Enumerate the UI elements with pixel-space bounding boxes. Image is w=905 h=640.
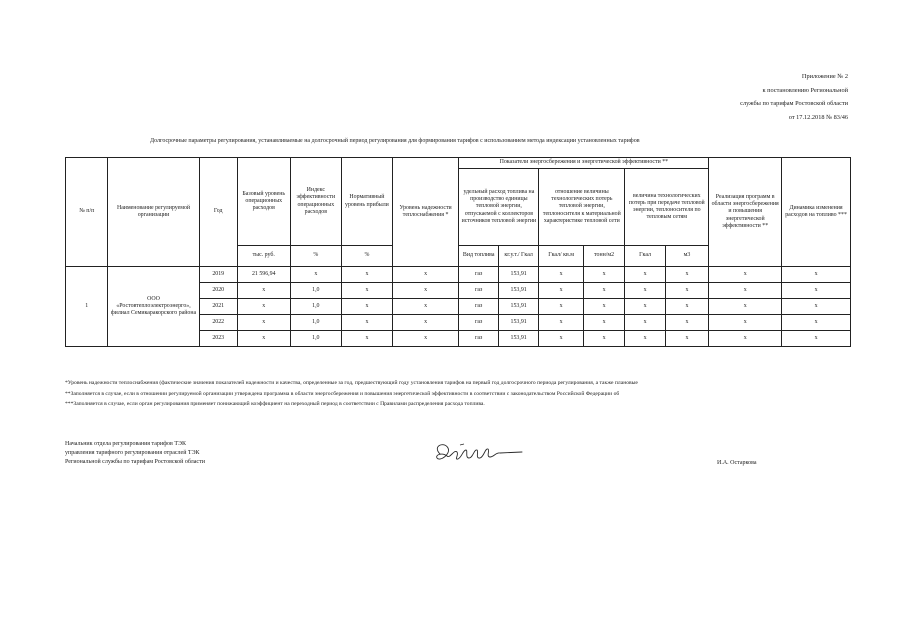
unit-loss-value-1: Гкал — [625, 246, 665, 267]
handwritten-signature — [430, 440, 525, 468]
cell-loss-value-1: х — [625, 331, 665, 347]
header-reliability: Уровень надежности теплоснабжения * — [392, 158, 459, 267]
cell-reliability: х — [392, 331, 459, 347]
cell-base-level: 21 596,94 — [237, 267, 290, 283]
header-efficiency-index: Индекс эффективности операционных расходов — [290, 158, 342, 246]
row-number-cell: 1 — [66, 267, 108, 347]
cell-efficiency-index: 1,0 — [290, 331, 342, 347]
table-row — [66, 267, 851, 283]
cell-efficiency-index: 1,0 — [290, 283, 342, 299]
header-programs: Реализация программ в области энергосбережения и повышения энергетической эффективности ** — [709, 158, 782, 267]
appendix-line-1: Приложение № 2 — [801, 73, 848, 80]
cell-loss-value-1: х — [625, 299, 665, 315]
footnote-3: ***Заполняется в случае, если орган регулирования применяет понижающий коэффициент на переходный период в соответствии с Правилами распределения расхода топлива. — [65, 401, 485, 407]
cell-fuel-type: газ — [459, 331, 498, 347]
cell-loss-value-1: х — [625, 315, 665, 331]
header-year: Год — [199, 158, 237, 267]
cell-norm-profit: х — [342, 331, 393, 347]
cell-reliability: х — [392, 267, 459, 283]
cell-loss-ratio-2: х — [583, 283, 624, 299]
cell-dynamics: х — [782, 315, 851, 331]
unit-loss-ratio-1: Гкал/ кв.м — [539, 246, 584, 267]
cell-fuel-type: газ — [459, 267, 498, 283]
cell-dynamics: х — [782, 283, 851, 299]
header-dynamics: Динамика изменения расходов на топливо *** — [782, 158, 851, 267]
cell-dynamics: х — [782, 331, 851, 347]
cell-efficiency-index: 1,0 — [290, 299, 342, 315]
cell-reliability: х — [392, 315, 459, 331]
signer-line-1: Начальник отдела регулирования тарифов ТЭК — [65, 441, 186, 447]
signer-line-3: Региональной службы по тарифам Ростовской области — [65, 458, 205, 465]
header-fuel-rate: удельный расход топлива на производство единицы тепловой энергии, отпускаемой с коллекторов источников тепловой энергии — [459, 169, 539, 246]
cell-programs: х — [709, 267, 782, 283]
cell-loss-value-2: х — [665, 283, 709, 299]
cell-reliability: х — [392, 299, 459, 315]
unit-loss-value-2: м3 — [665, 246, 709, 267]
org-name-cell: ООО «Ростовтеплоэлектроэнерго», филиал Семикаракорского района — [108, 267, 199, 347]
cell-programs: х — [709, 315, 782, 331]
cell-loss-value-1: х — [625, 283, 665, 299]
header-loss-ratio: отношение величины технологических потерь тепловой энергии, теплоносителя к материальной характеристике тепловой сети — [539, 169, 625, 246]
cell-dynamics: х — [782, 299, 851, 315]
cell-norm-profit: х — [342, 315, 393, 331]
unit-loss-ratio-2: тонн/м2 — [583, 246, 624, 267]
cell-year: 2023 — [199, 331, 237, 347]
cell-dynamics: х — [782, 267, 851, 283]
cell-norm-profit: х — [342, 283, 393, 299]
footnote-1: *Уровень надежности теплоснабжения (фактические значения показателей надежности и качества, определенные за год, предшествующий году установления тарифов на первый год долгосрочного периода регулирования, а также плановые — [65, 380, 638, 386]
cell-loss-value-1: х — [625, 267, 665, 283]
unit-base-level: тыс. руб. — [237, 246, 290, 267]
cell-fuel-rate: 153,91 — [498, 299, 538, 315]
header-loss-value: величина технологических потерь при передаче тепловой энергии, теплоносителя по тепловым сетям — [625, 169, 709, 246]
unit-fuel-rate: кг.у.т./ Гкал — [498, 246, 538, 267]
cell-loss-ratio-2: х — [583, 315, 624, 331]
header-org: Наименование регулируемой организации — [108, 158, 199, 267]
cell-loss-ratio-1: х — [539, 283, 584, 299]
cell-loss-ratio-2: х — [583, 267, 624, 283]
cell-efficiency-index: 1,0 — [290, 315, 342, 331]
signer-position — [65, 440, 205, 466]
cell-reliability: х — [392, 283, 459, 299]
unit-efficiency-index: % — [290, 246, 342, 267]
cell-year: 2022 — [199, 315, 237, 331]
parameters-table — [65, 157, 851, 347]
cell-year: 2020 — [199, 283, 237, 299]
header-num: № п/п — [66, 158, 108, 267]
cell-loss-value-2: х — [665, 299, 709, 315]
footnotes — [65, 378, 638, 410]
cell-loss-value-2: х — [665, 331, 709, 347]
header-norm-profit: Нормативный уровень прибыли — [342, 158, 393, 246]
unit-fuel-type: Вид топлива — [459, 246, 498, 267]
appendix-header — [740, 70, 848, 124]
cell-loss-ratio-2: х — [583, 331, 624, 347]
cell-fuel-type: газ — [459, 299, 498, 315]
cell-programs: х — [709, 283, 782, 299]
cell-loss-ratio-1: х — [539, 315, 584, 331]
signer-name: И.А. Остаркова — [717, 460, 757, 466]
cell-norm-profit: х — [342, 267, 393, 283]
cell-year: 2021 — [199, 299, 237, 315]
cell-fuel-rate: 153,91 — [498, 283, 538, 299]
cell-base-level: х — [237, 283, 290, 299]
cell-year: 2019 — [199, 267, 237, 283]
cell-loss-ratio-1: х — [539, 267, 584, 283]
unit-norm-profit: % — [342, 246, 393, 267]
appendix-line-3: службы по тарифам Ростовской области — [740, 100, 848, 107]
cell-efficiency-index: х — [290, 267, 342, 283]
cell-fuel-type: газ — [459, 283, 498, 299]
cell-fuel-rate: 153,91 — [498, 315, 538, 331]
cell-fuel-rate: 153,91 — [498, 267, 538, 283]
cell-fuel-type: газ — [459, 315, 498, 331]
cell-loss-ratio-1: х — [539, 299, 584, 315]
cell-programs: х — [709, 299, 782, 315]
cell-loss-ratio-2: х — [583, 299, 624, 315]
document-title: Долгосрочные параметры регулирования, устанавливаемые на долгосрочный период регулирования для формирования тарифов с использованием метода индексации установленных тарифов — [150, 138, 640, 144]
cell-base-level: х — [237, 331, 290, 347]
header-energy-group: Показатели энергосбережения и энергетической эффективности ** — [459, 158, 709, 169]
cell-loss-ratio-1: х — [539, 331, 584, 347]
cell-programs: х — [709, 331, 782, 347]
cell-fuel-rate: 153,91 — [498, 331, 538, 347]
cell-loss-value-2: х — [665, 315, 709, 331]
appendix-line-2: к постановлению Региональной — [762, 86, 848, 94]
signer-line-2: управления тарифного регулирования отраслей ТЭК — [65, 449, 200, 456]
footnote-2: **Заполняется в случае, если в отношении регулируемой организации утверждена программа в области энергосбережения и повышения энергетической эффективности в соответствии с законодательством Российской Федерации об — [65, 390, 620, 397]
cell-base-level: х — [237, 315, 290, 331]
header-base-level: Базовый уровень операционных расходов — [237, 158, 290, 246]
cell-base-level: х — [237, 299, 290, 315]
appendix-line-4: от 17.12.2018 № 83/46 — [788, 113, 848, 121]
cell-loss-value-2: х — [665, 267, 709, 283]
cell-norm-profit: х — [342, 299, 393, 315]
